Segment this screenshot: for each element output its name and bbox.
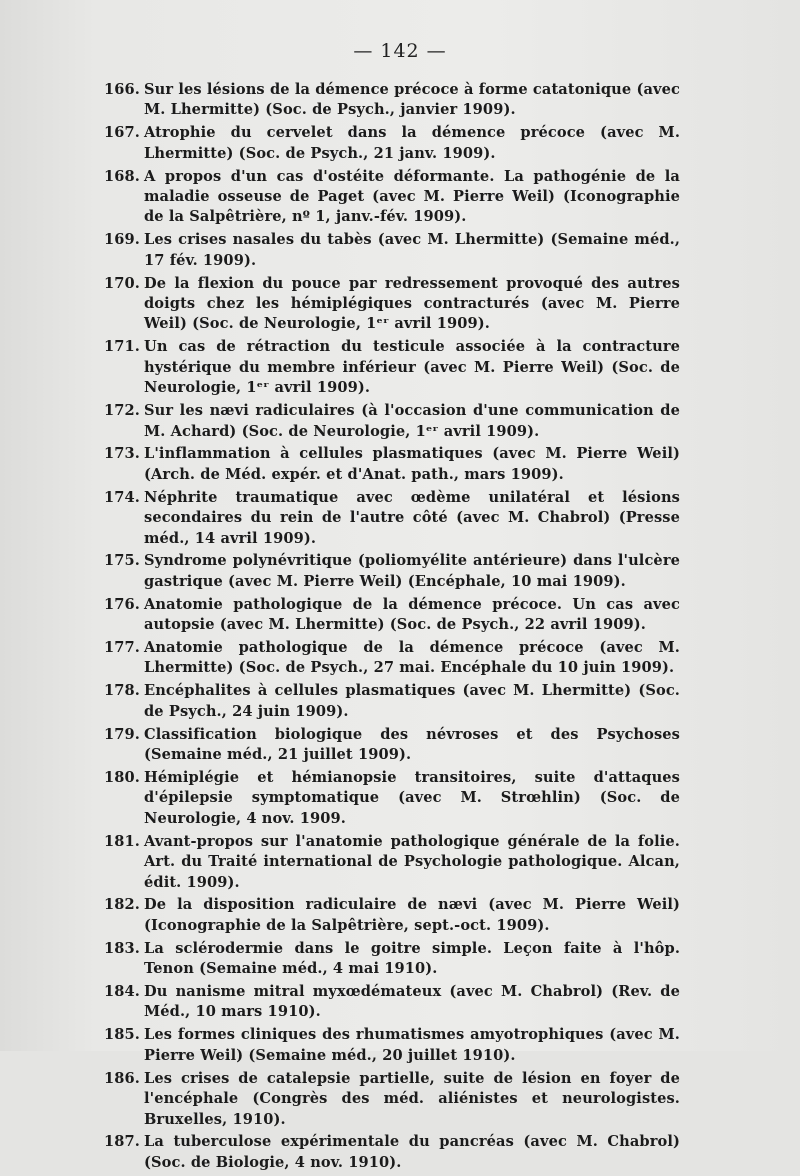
entry-number: 166.	[104, 81, 140, 98]
entry-text: A propos d'un cas d'ostéite déformante. La pathogénie de la maladie osseuse de Paget (avec M. Pierre Weil) (Iconographie de la Salpêtrière, nº 1, janv.-fév. 1909).	[144, 167, 680, 226]
entry-text: Les crises de catalepsie partielle, suite de lésion en foyer de l'encéphale (Congrès des méd. aliénistes et neurologistes. Bruxelles, 1910).	[144, 1069, 680, 1128]
entry-number: 172.	[104, 402, 140, 420]
bibliography-entry	[104, 337, 680, 398]
bibliography-entry	[104, 1025, 680, 1066]
entry-number: 177.	[104, 639, 140, 657]
entry-text: Les crises nasales du tabès (avec M. Lhermitte) (Semaine méd., 17 fév. 1909).	[144, 231, 680, 269]
bibliography-entry	[104, 80, 680, 121]
entry-text: Syndrome polynévritique (poliomyélite antérieure) dans l'ulcère gastrique (avec M. Pierre Weil) (Encéphale, 10 mai 1909).	[144, 552, 680, 590]
bibliography-entry	[104, 681, 680, 722]
bibliography-entry	[104, 832, 680, 893]
entry-number: 175.	[104, 552, 140, 570]
entry-text: L'inflammation à cellules plasmatiques (avec M. Pierre Weil) (Arch. de Méd. expér. et d'Anat. path., mars 1909).	[144, 445, 680, 483]
bibliography-entry	[104, 401, 680, 442]
bibliography-entry	[104, 939, 680, 980]
entry-number: 181.	[104, 832, 140, 850]
bibliography-list	[104, 80, 680, 1176]
entry-number: 185.	[104, 1026, 140, 1044]
bibliography-entry	[104, 725, 680, 766]
entry-number: 184.	[104, 983, 140, 1001]
entry-text: De la flexion du pouce par redressement provoqué des autres doigts chez les hémiplégiques contracturés (avec M. Pierre Weil) (Soc. de Neurologie, 1ᵉʳ avril 1909).	[144, 274, 680, 333]
entry-text: Sur les lésions de la démence précoce à forme catatonique (avec M. Lhermitte) (Soc. de Psych., janvier 1909).	[144, 81, 680, 119]
entry-number: 173.	[104, 445, 140, 463]
entry-text: La sclérodermie dans le goitre simple. Leçon faite à l'hôp. Tenon (Semaine méd., 4 mai 1910).	[144, 939, 680, 978]
entry-number: 178.	[104, 682, 140, 700]
bibliography-entry	[104, 551, 680, 592]
entry-number: 182.	[104, 896, 140, 914]
entry-text: Néphrite traumatique avec œdème unilatéral et lésions secondaires du rein de l'autre côté (avec M. Chabrol) (Presse méd., 14 avril 1909).	[144, 488, 680, 547]
bibliography-entry	[104, 123, 680, 164]
entry-number: 168.	[104, 167, 140, 185]
entry-number: 183.	[104, 939, 140, 957]
entry-text: Anatomie pathologique de la démence précoce. Un cas avec autopsie (avec M. Lhermitte) (Soc. de Psych., 22 avril 1909).	[144, 595, 680, 634]
bibliography-entry	[104, 595, 680, 636]
bibliography-entry	[104, 167, 680, 228]
entry-text: Hémiplégie et hémianopsie transitoires, suite d'attaques d'épilepsie symptomatique (avec M. Strœhlin) (Soc. de Neurologie, 4 nov. 1909.	[144, 769, 680, 827]
bibliography-entry	[104, 230, 680, 271]
page-number: — 142 —	[353, 40, 447, 62]
entry-number: 171.	[104, 338, 140, 356]
bibliography-entry	[104, 638, 680, 679]
bibliography-entry	[104, 895, 680, 936]
entry-text: Les formes cliniques des rhumatismes amyotrophiques (avec M. Pierre Weil) (Semaine méd., 20 juillet 1910).	[144, 1026, 680, 1064]
entry-number: 170.	[104, 274, 140, 292]
bibliography-entry	[104, 768, 680, 829]
bibliography-entry	[104, 982, 680, 1023]
entry-number: 176.	[104, 595, 140, 613]
entry-text: Avant-propos sur l'anatomie pathologique générale de la folie. Art. du Traité international de Psychologie pathologique. Alcan, édit. 1909).	[144, 832, 680, 891]
entry-text: Du nanisme mitral myxœdémateux (avec M. Chabrol) (Rev. de Méd., 10 mars 1910).	[144, 983, 680, 1021]
bibliography-entry	[104, 444, 680, 485]
entry-number: 187.	[104, 1133, 140, 1151]
entry-number: 174.	[104, 488, 140, 506]
entry-text: Sur les nævi radiculaires (à l'occasion d'une communication de M. Achard) (Soc. de Neurologie, 1ᵉʳ avril 1909).	[144, 402, 680, 440]
entry-number: 179.	[104, 725, 140, 743]
entry-text: Encéphalites à cellules plasmatiques (avec M. Lhermitte) (Soc. de Psych., 24 juin 1909).	[144, 682, 680, 720]
bibliography-entry	[104, 1069, 680, 1130]
entry-text: Un cas de rétraction du testicule associée à la contracture hystérique du membre inférieur (avec M. Pierre Weil) (Soc. de Neurologie, 1ᵉʳ avril 1909).	[144, 338, 680, 397]
bibliography-entry	[104, 488, 680, 549]
entry-number: 167.	[104, 124, 140, 142]
bibliography-entry	[104, 274, 680, 335]
entry-number: 186.	[104, 1069, 140, 1087]
entry-text: Atrophie du cervelet dans la démence précoce (avec M. Lhermitte) (Soc. de Psych., 21 janv. 1909).	[144, 124, 680, 162]
entry-number: 180.	[104, 769, 140, 786]
entry-text: De la disposition radiculaire de nævi (avec M. Pierre Weil) (Iconographie de la Salpêtrière, sept.-oct. 1909).	[144, 896, 680, 934]
entry-text: La tuberculose expérimentale du pancréas (avec M. Chabrol) (Soc. de Biologie, 4 nov. 1910).	[144, 1133, 680, 1171]
entry-number: 169.	[104, 231, 140, 249]
entry-text: Classification biologique des névroses et des Psychoses (Semaine méd., 21 juillet 1909).	[144, 725, 680, 764]
bibliography-entry	[104, 1132, 680, 1173]
entry-text: Anatomie pathologique de la démence précoce (avec M. Lhermitte) (Soc. de Psych., 27 mai. Encéphale du 10 juin 1909).	[144, 639, 680, 677]
